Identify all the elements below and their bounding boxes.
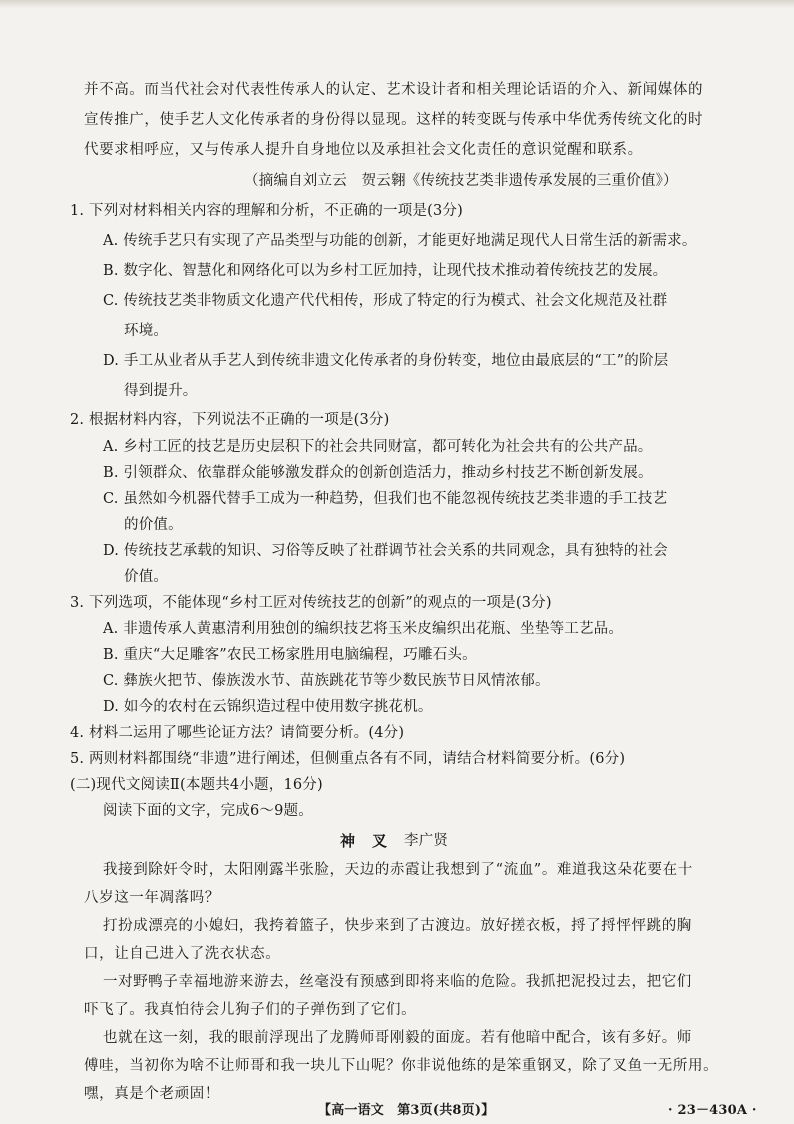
option-line: A. 传统手艺只有实现了产品类型与功能的创新，才能更好地满足现代人日常生活的新需求。 (103, 233, 697, 249)
option-line: C. 彝族火把节、傣族泼水节、苗族跳花节等少数民族节日风情浓郁。 (103, 673, 550, 689)
page-footer: 【高一语文 第3页(共8页)】 (318, 1103, 495, 1118)
option-line: D. 手工从业者从手艺人到传统非遗文化传承者的身份转变，地位由最底层的“工”的阶层 (103, 353, 669, 369)
story-paragraph-line: 一对野鸭子幸福地游来游去，丝毫没有预感到即将来临的危险。我抓把泥投过去，把它们 (103, 974, 692, 990)
option-line: A. 乡村工匠的技艺是历史层积下的社会共同财富，都可转化为社会共有的公共产品。 (103, 439, 653, 455)
story-paragraph-line: 打扮成漂亮的小媳妇，我挎着篮子，快步来到了古渡边。放好搓衣板，捋了捋怦怦跳的胸 (103, 918, 692, 934)
option-line: A. 非遗传承人黄惠清利用独创的编织技艺将玉米皮编织出花瓶、坐垫等工艺品。 (103, 621, 624, 637)
story-title: 神 叉 (340, 832, 389, 850)
question-stem: 4. 材料二运用了哪些论证方法？请简要分析。(4分) (70, 725, 405, 741)
story-paragraph-line: 吓飞了。我真怕待会儿狗子们的子弹伤到了它们。 (84, 1002, 417, 1018)
option-line: D. 传统技艺承载的知识、习俗等反映了社群调节社会关系的共同观念，具有独特的社会 (103, 543, 668, 559)
passage-line: 代要求相呼应，又与传承人提升自身地位以及承担社会文化责任的意识觉醒和联系。 (84, 142, 643, 158)
option-line: 环境。 (124, 323, 169, 339)
story-paragraph-line: 也就在这一刻，我的眼前浮现出了龙腾师哥刚毅的面庞。若有他暗中配合，该有多好。师 (103, 1030, 692, 1046)
story-paragraph-line: 嘿，真是个老顽固！ (84, 1086, 220, 1102)
section-instruction: 阅读下面的文字，完成6～9题。 (103, 803, 313, 819)
section-heading: (二)现代文阅读Ⅱ(本题共4小题，16分) (70, 777, 323, 793)
option-line: B. 引领群众、依靠群众能够激发群众的创新创造活力，推动乡村技艺不断创新发展。 (103, 465, 653, 481)
story-paragraph-line: 口，让自己进入了洗衣状态。 (84, 946, 281, 962)
story-author: 李广贤 (404, 833, 449, 849)
option-line: C. 传统技艺类非物质文化遗产代代相传，形成了特定的行为模式、社会文化规范及社群 (103, 293, 668, 309)
option-line: C. 虽然如今机器代替手工成为一种趋势，但我们也不能忽视传统技艺类非遗的手工技艺 (103, 491, 668, 507)
question-stem: 5. 两则材料都围绕“非遗”进行阐述，但侧重点各有不同，请结合材料简要分析。(6分) (70, 751, 626, 767)
story-paragraph-line: 傅哇，当初你为啥不让师哥和我一块儿下山呢？你非说他练的是笨重钢叉，除了叉鱼一无所用。 (84, 1058, 719, 1074)
option-line: 得到提升。 (124, 383, 198, 399)
exam-code: · 23－430A · (668, 1103, 757, 1118)
option-line: D. 如今的农村在云锦织造过程中使用数字挑花机。 (103, 699, 433, 715)
passage-line: 并不高。而当代社会对代表性传承人的认定、艺术设计者和相关理论话语的介入、新闻媒体的 (84, 82, 704, 98)
question-stem: 1. 下列对材料相关内容的理解和分析，不正确的一项是(3分) (70, 203, 463, 219)
question-stem: 2. 根据材料内容，下列说法不正确的一项是(3分) (70, 412, 390, 428)
option-line: B. 重庆“大足雕客”农民工杨家胜用电脑编程，巧雕石头。 (103, 647, 477, 663)
option-line: B. 数字化、智慧化和网络化可以为乡村工匠加持，让现代技术推动着传统技艺的发展。 (103, 263, 668, 279)
story-paragraph-line: 我接到除奸令时，太阳刚露半张脸，天边的赤霞让我想到了“流血”。难道我这朵花要在十 (103, 862, 693, 878)
story-paragraph-line: 八岁这一年凋落吗？ (84, 890, 220, 906)
passage-line: 宣传推广，使手艺人文化传承者的身份得以显现。这样的转变既与传承中华优秀传统文化的时 (84, 112, 704, 128)
passage-source: （摘编自刘立云 贺云翱《传统技艺类非遗传承发展的三重价值》） (244, 173, 678, 189)
top-scan-edge (0, 0, 794, 8)
question-stem: 3. 下列选项，不能体现“乡村工匠对传统技艺的创新”的观点的一项是(3分) (70, 595, 552, 611)
option-line: 的价值。 (124, 517, 183, 533)
option-line: 价值。 (124, 569, 169, 585)
